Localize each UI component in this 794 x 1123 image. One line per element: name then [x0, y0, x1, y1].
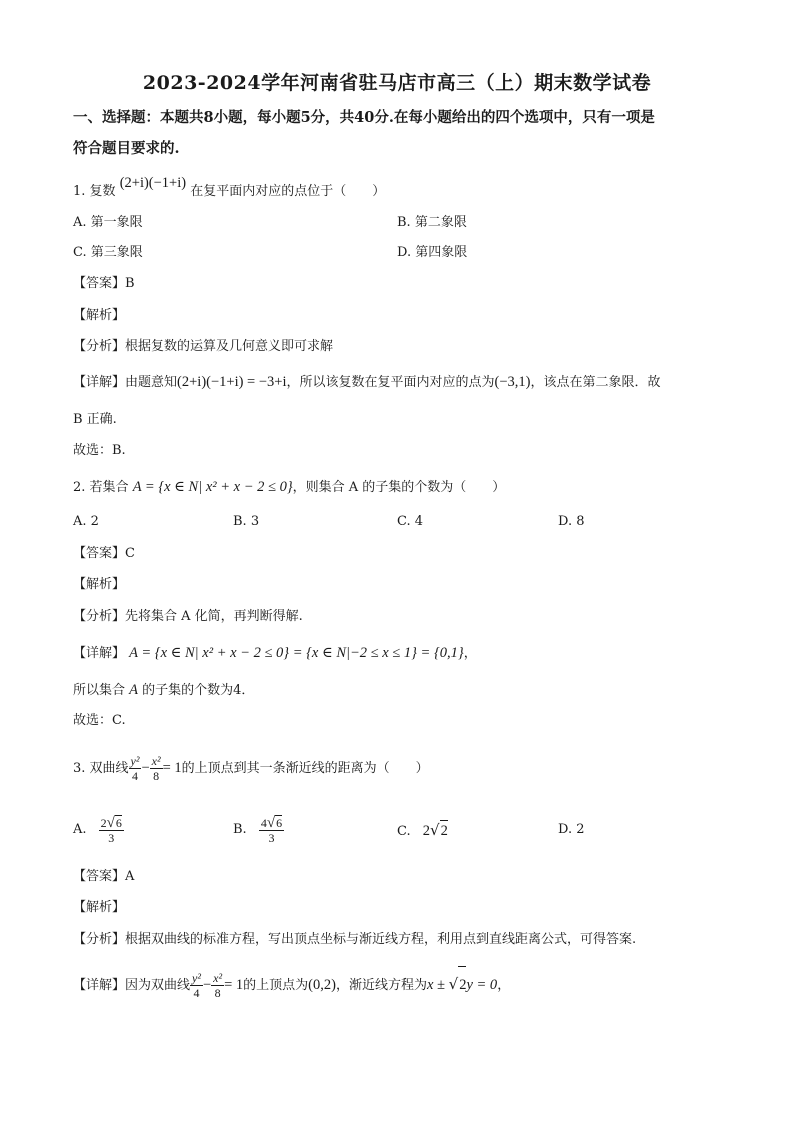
question-1-number: 1. 复数 [73, 184, 116, 199]
option-label: B. [233, 822, 247, 837]
sqrt-icon: √ [106, 814, 115, 831]
question-2-option-c: C. 4 [397, 514, 424, 529]
detail-text: ， [463, 646, 477, 661]
detail-text: ，渐近线方程为 [335, 978, 427, 993]
fraction-numerator [259, 815, 284, 831]
question-1-analysis-label: 【解析】 [73, 308, 126, 323]
radicand: 2 [440, 820, 448, 841]
detail-expression: (2+i)(−1+i) = −3+i [177, 374, 287, 390]
fraction-numerator: x² [213, 971, 223, 985]
detail-text: ，所以该复数在复平面内对应的点为 [286, 375, 495, 390]
fenxi-text: 根据双曲线的标准方程，写出顶点坐标与渐近线方程，利用点到直线距离公式，可得答案. [125, 932, 637, 947]
answer-value: B [125, 276, 135, 291]
fraction-denominator: 4 [193, 986, 200, 1000]
conclusion-text: 的子集的个数为4． [142, 683, 255, 698]
question-2-option-d: D. 8 [558, 514, 585, 529]
conclusion-text: 所以集合 [73, 683, 126, 698]
question-2-fenxi [73, 607, 303, 627]
question-3-analysis-label: 【解析】 [73, 900, 126, 915]
fraction-numerator: x² [151, 754, 161, 768]
section-heading-line1: 一、选择题：本题共8小题，每小题5分，共40分.在每小题给出的四个选项中，只有一项是 [73, 109, 655, 126]
radicand: 6 [276, 815, 283, 830]
question-1-detail [73, 372, 661, 393]
fraction-denominator: 3 [108, 830, 115, 845]
fenxi-text: 根据复数的运算及几何意义即可求解 [125, 339, 334, 354]
question-3-answer [73, 867, 134, 887]
question-3-option-a [73, 812, 124, 848]
detail-text: ，该点在第二象限．故 [530, 375, 661, 390]
question-1-expression: (2+i)(−1+i) [119, 175, 187, 191]
fraction-denominator: 8 [214, 986, 221, 1000]
fenxi-label: 【分析】 [73, 609, 126, 624]
option-a-fraction [99, 815, 124, 845]
fenxi-label: 【分析】 [73, 339, 126, 354]
question-1-stem [73, 175, 386, 202]
coefficient: 2 [100, 815, 107, 830]
section-heading-line2: 符合题目要求的. [73, 140, 180, 157]
question-3-option-b [233, 812, 284, 848]
coefficient: 4 [260, 815, 267, 830]
answer-value: C [125, 546, 135, 561]
detail-text: 的上顶点为 [243, 978, 309, 993]
question-3-tail: 的上顶点到其一条渐近线的距离为（ ） [181, 761, 429, 776]
question-3-number: 3. 双曲线 [73, 761, 129, 776]
question-2-conclusion [73, 680, 254, 701]
answer-value: A [125, 869, 135, 884]
question-1-option-d: D. 第四象限 [397, 245, 468, 260]
sqrt-icon: √ [266, 814, 276, 831]
answer-label: 【答案】 [73, 276, 126, 291]
question-1-fenxi [73, 337, 333, 357]
fraction-y2-over-4 [129, 754, 142, 783]
fenxi-label: 【分析】 [73, 932, 126, 947]
question-2-choose: 故选：C. [73, 713, 126, 728]
fraction-numerator: y² [192, 971, 201, 985]
asymptote-expression: x ± [426, 977, 449, 993]
detail-point: (0,2) [308, 977, 336, 993]
question-1-option-b: B. 第二象限 [397, 215, 467, 230]
sqrt-icon: √ [448, 975, 459, 993]
question-2-set: A = {x ∈ N| x² + x − 2 ≤ 0} [132, 479, 293, 495]
question-1-choose: 故选：B. [73, 443, 126, 458]
detail-label: 【详解】 [73, 978, 126, 993]
question-3-stem [73, 750, 429, 787]
minus-sign: − [141, 760, 150, 776]
question-2-option-a: A. 2 [73, 514, 99, 529]
question-2-stem [73, 477, 505, 498]
coefficient: 2 [422, 823, 431, 839]
detail-label: 【详解】 [73, 646, 126, 661]
option-label: A. [73, 822, 87, 837]
question-3-option-c [397, 820, 448, 842]
question-1-tail: 在复平面内对应的点位于（ ） [190, 184, 386, 199]
answer-label: 【答案】 [73, 869, 126, 884]
fraction-y2-over-4 [190, 971, 203, 1000]
radicand: 6 [115, 815, 122, 830]
detail-text: 由题意知 [125, 375, 178, 390]
answer-label: 【答案】 [73, 546, 126, 561]
question-1-answer [73, 274, 135, 294]
fraction-numerator: y² [130, 754, 140, 768]
option-b-fraction [259, 815, 284, 845]
fenxi-text: 先将集合 A 化简，再判断得解. [125, 609, 303, 624]
fraction-denominator: 4 [132, 769, 139, 783]
question-2-analysis-label: 【解析】 [73, 577, 126, 592]
detail-expression: A = {x ∈ N| x² + x − 2 ≤ 0} = {x ∈ N|−2 ≤ x ≤ 1} = {0,1} [129, 645, 464, 661]
asymptote-expression: y = 0 [466, 977, 498, 993]
detail-point: (−3,1) [494, 374, 531, 390]
question-2-tail: ，则集合 A 的子集的个数为（ ） [292, 480, 506, 495]
question-3-fenxi [73, 930, 636, 950]
fraction-x2-over-8 [150, 754, 163, 783]
question-3-option-d: D. 2 [558, 822, 585, 837]
question-3-detail [73, 966, 510, 1004]
option-label: C. [397, 824, 411, 839]
question-2-number: 2. 若集合 [73, 480, 129, 495]
detail-text: ， [497, 978, 511, 993]
fraction-numerator [99, 815, 124, 831]
detail-label: 【详解】 [73, 375, 126, 390]
equals-one: = 1 [162, 760, 182, 776]
question-1-option-c: C. 第三象限 [73, 245, 143, 260]
page-title: 2023-2024学年河南省驻马店市高三（上）期末数学试卷 [142, 72, 652, 94]
equals-one: = 1 [224, 977, 244, 993]
detail-text: 因为双曲线 [125, 978, 191, 993]
fraction-denominator: 8 [153, 769, 160, 783]
fraction-x2-over-8 [211, 971, 224, 1000]
fraction-denominator: 3 [268, 830, 275, 845]
radicand: 2 [458, 966, 466, 1003]
sqrt-icon: √ [430, 821, 440, 839]
minus-sign: − [202, 977, 212, 993]
conclusion-variable: A [129, 682, 139, 698]
question-1-option-a: A. 第一象限 [73, 215, 143, 230]
question-2-detail [73, 643, 477, 664]
question-2-option-b: B. 3 [233, 514, 260, 529]
question-2-answer [73, 544, 135, 564]
question-1-detail-cont: B 正确. [73, 412, 117, 427]
